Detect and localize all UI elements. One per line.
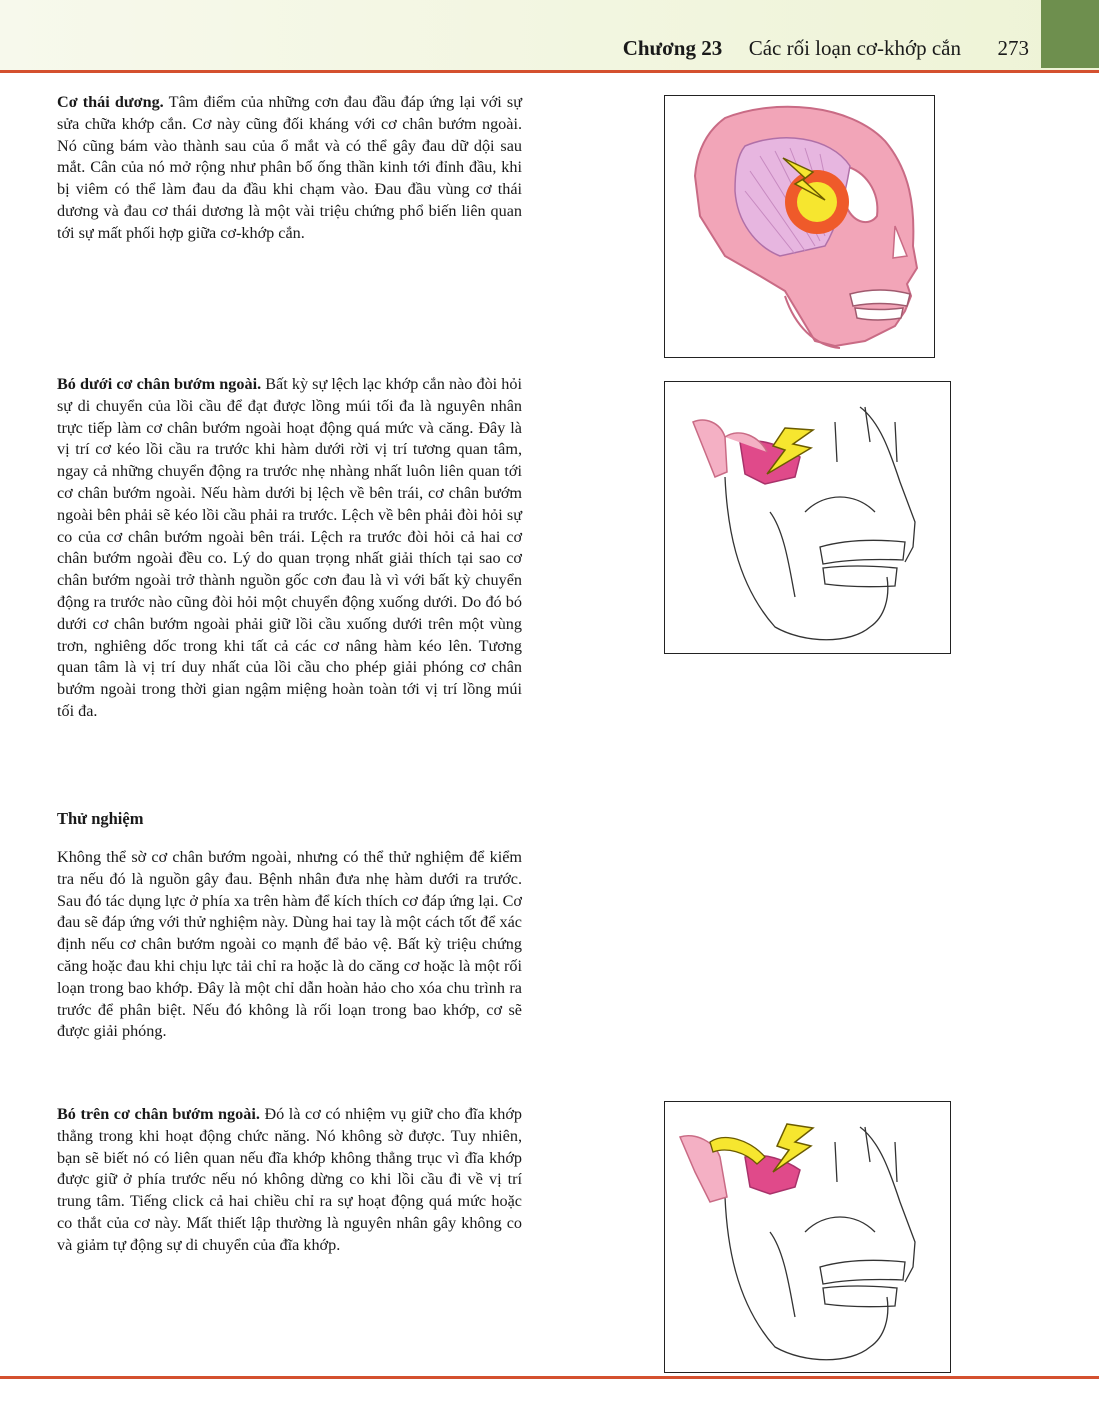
temporalis-body: Tâm điểm của những cơn đau đầu đáp ứng lại với sự sửa chữa khớp cắn. Cơ này cũng đối kháng với cơ chân bướm ngoài. Nó cũng bám vào thành sau của ổ mắt và có thể gây đau dữ dội sau mắt. Cân của nó mở rộng như phân bố ống thần kinh tới đỉnh đầu, khi bị viêm có thể làm đau da đầu khi chạm vào. Đau đầu vùng cơ thái dương và đau cơ thái dương là một vài triệu chứng phổ biến liên quan tới sự mất phối hợp giữa cơ-khớp cắn. — [57, 93, 522, 242]
page-number: 273 — [997, 36, 1029, 60]
running-head — [623, 36, 1029, 61]
testing-heading: Thử nghiệm — [57, 809, 144, 828]
lightning-bolt-icon — [773, 1124, 813, 1172]
inferior-pterygoid-paragraph — [57, 374, 522, 723]
inferior-pterygoid-title: Bó dưới cơ chân bướm ngoài. — [57, 375, 262, 393]
chapter-label: Chương — [622, 36, 696, 60]
skull-temporalis-figure — [664, 95, 935, 358]
superior-pterygoid-paragraph — [57, 1104, 522, 1257]
header-rule — [0, 70, 1099, 73]
chapter-number: 23 — [701, 36, 723, 60]
jaw-superior-pterygoid-figure — [664, 1101, 951, 1373]
testing-paragraph: Không thể sờ cơ chân bướm ngoài, nhưng có thể thử nghiệm để kiểm tra nếu đó là nguồn gây đau. Bệnh nhân đưa nhẹ hàm dưới ra trước. Sau đó tác dụng lực ở phía xa trên hàm để kích thích cơ đáp ứng lại. Cơ đau sẽ đáp ứng với thử nghiệm này. Dùng hai tay là một cách tốt để xác định nếu cơ chân bướm ngoài co mạnh để bảo vệ. Bất kỳ triệu chứng căng hoặc đau khi chịu lực tải chỉ ra hoặc là do căng cơ hoặc là một rối loạn trong bao khớp. Đây là một chỉ dẫn hoàn hảo cho xóa chu trình ra trước để phân biệt. Nếu đó không là rối loạn trong bao khớp, cơ sẽ được giải phóng. — [57, 848, 522, 1041]
inferior-pterygoid-body: Bất kỳ sự lệch lạc khớp cắn nào đòi hỏi sự di chuyển của lồi cầu để đạt được lồng múi tối đa là nguyên nhân trực tiếp làm cơ chân bướm ngoài hoạt động quá mức và căng. Đây là vị trí cơ kéo lồi cầu ra trước khi hàm dưới rời vị trí tương quan tâm, ngay cả những chuyển động ra trước nhẹ nhàng nhất luôn liên quan tới cơ chân bướm ngoài. Nếu hàm dưới bị lệch về bên trái, cơ chân bướm ngoài bên phải sẽ kéo lồi cầu phải ra trước. Lệch về bên phải đòi hỏi sự co của cơ chân bướm ngoài bên trái. Lệch ra trước đòi hỏi cả hai cơ chân bướm ngoài đều co. Lý do quan trọng nhất giải thích tại sao cơ chân bướm ngoài trở thành nguồn gốc cơn đau là vì với bất kỳ chuyển động ra trước nào cũng đòi hỏi một chuyển động xuống dưới. Do đó bó dưới cơ chân bướm ngoài phải giữ lồi cầu xuống dưới trên một vùng trơn, nghiêng dốc trong khi tất cả các cơ nâng hàm kéo lên. Tương quan tâm là vị trí duy nhất của lồi cầu cho phép giải phóng cơ chân bướm ngoài trong thời gian ngậm miệng hoàn toàn tới vị trí lồng múi tối đa. — [57, 375, 522, 720]
superior-pterygoid-body: Đó là cơ có nhiệm vụ giữ cho đĩa khớp thẳng trong khi hoạt động chức năng. Nó không sờ được. Tuy nhiên, bạn sẽ biết nó có liên quan nếu đĩa khớp không thẳng trục vì đĩa khớp được giữ ở phía trước nếu nó không dừng co khi lồi cầu đi về vị trí trung tâm. Tiếng click cả hai chiều chỉ ra sự hoạt động quá mức hoặc co thắt của cơ này. Mất thiết lập thường là nguyên nhân gây không co và giảm tự động sự di chuyển của đĩa khớp. — [57, 1105, 522, 1254]
temporalis-paragraph — [57, 92, 522, 245]
superior-pterygoid-title: Bó trên cơ chân bướm ngoài. — [57, 1105, 260, 1123]
temporalis-title: Cơ thái dương. — [57, 93, 164, 111]
page-header — [0, 0, 1099, 70]
chapter-title: Các rối loạn cơ-khớp cắn — [748, 36, 961, 60]
chapter-tab — [1041, 0, 1099, 68]
footer-rule — [0, 1376, 1099, 1379]
pain-target-icon — [785, 170, 849, 234]
jaw-inferior-pterygoid-figure — [664, 381, 951, 654]
